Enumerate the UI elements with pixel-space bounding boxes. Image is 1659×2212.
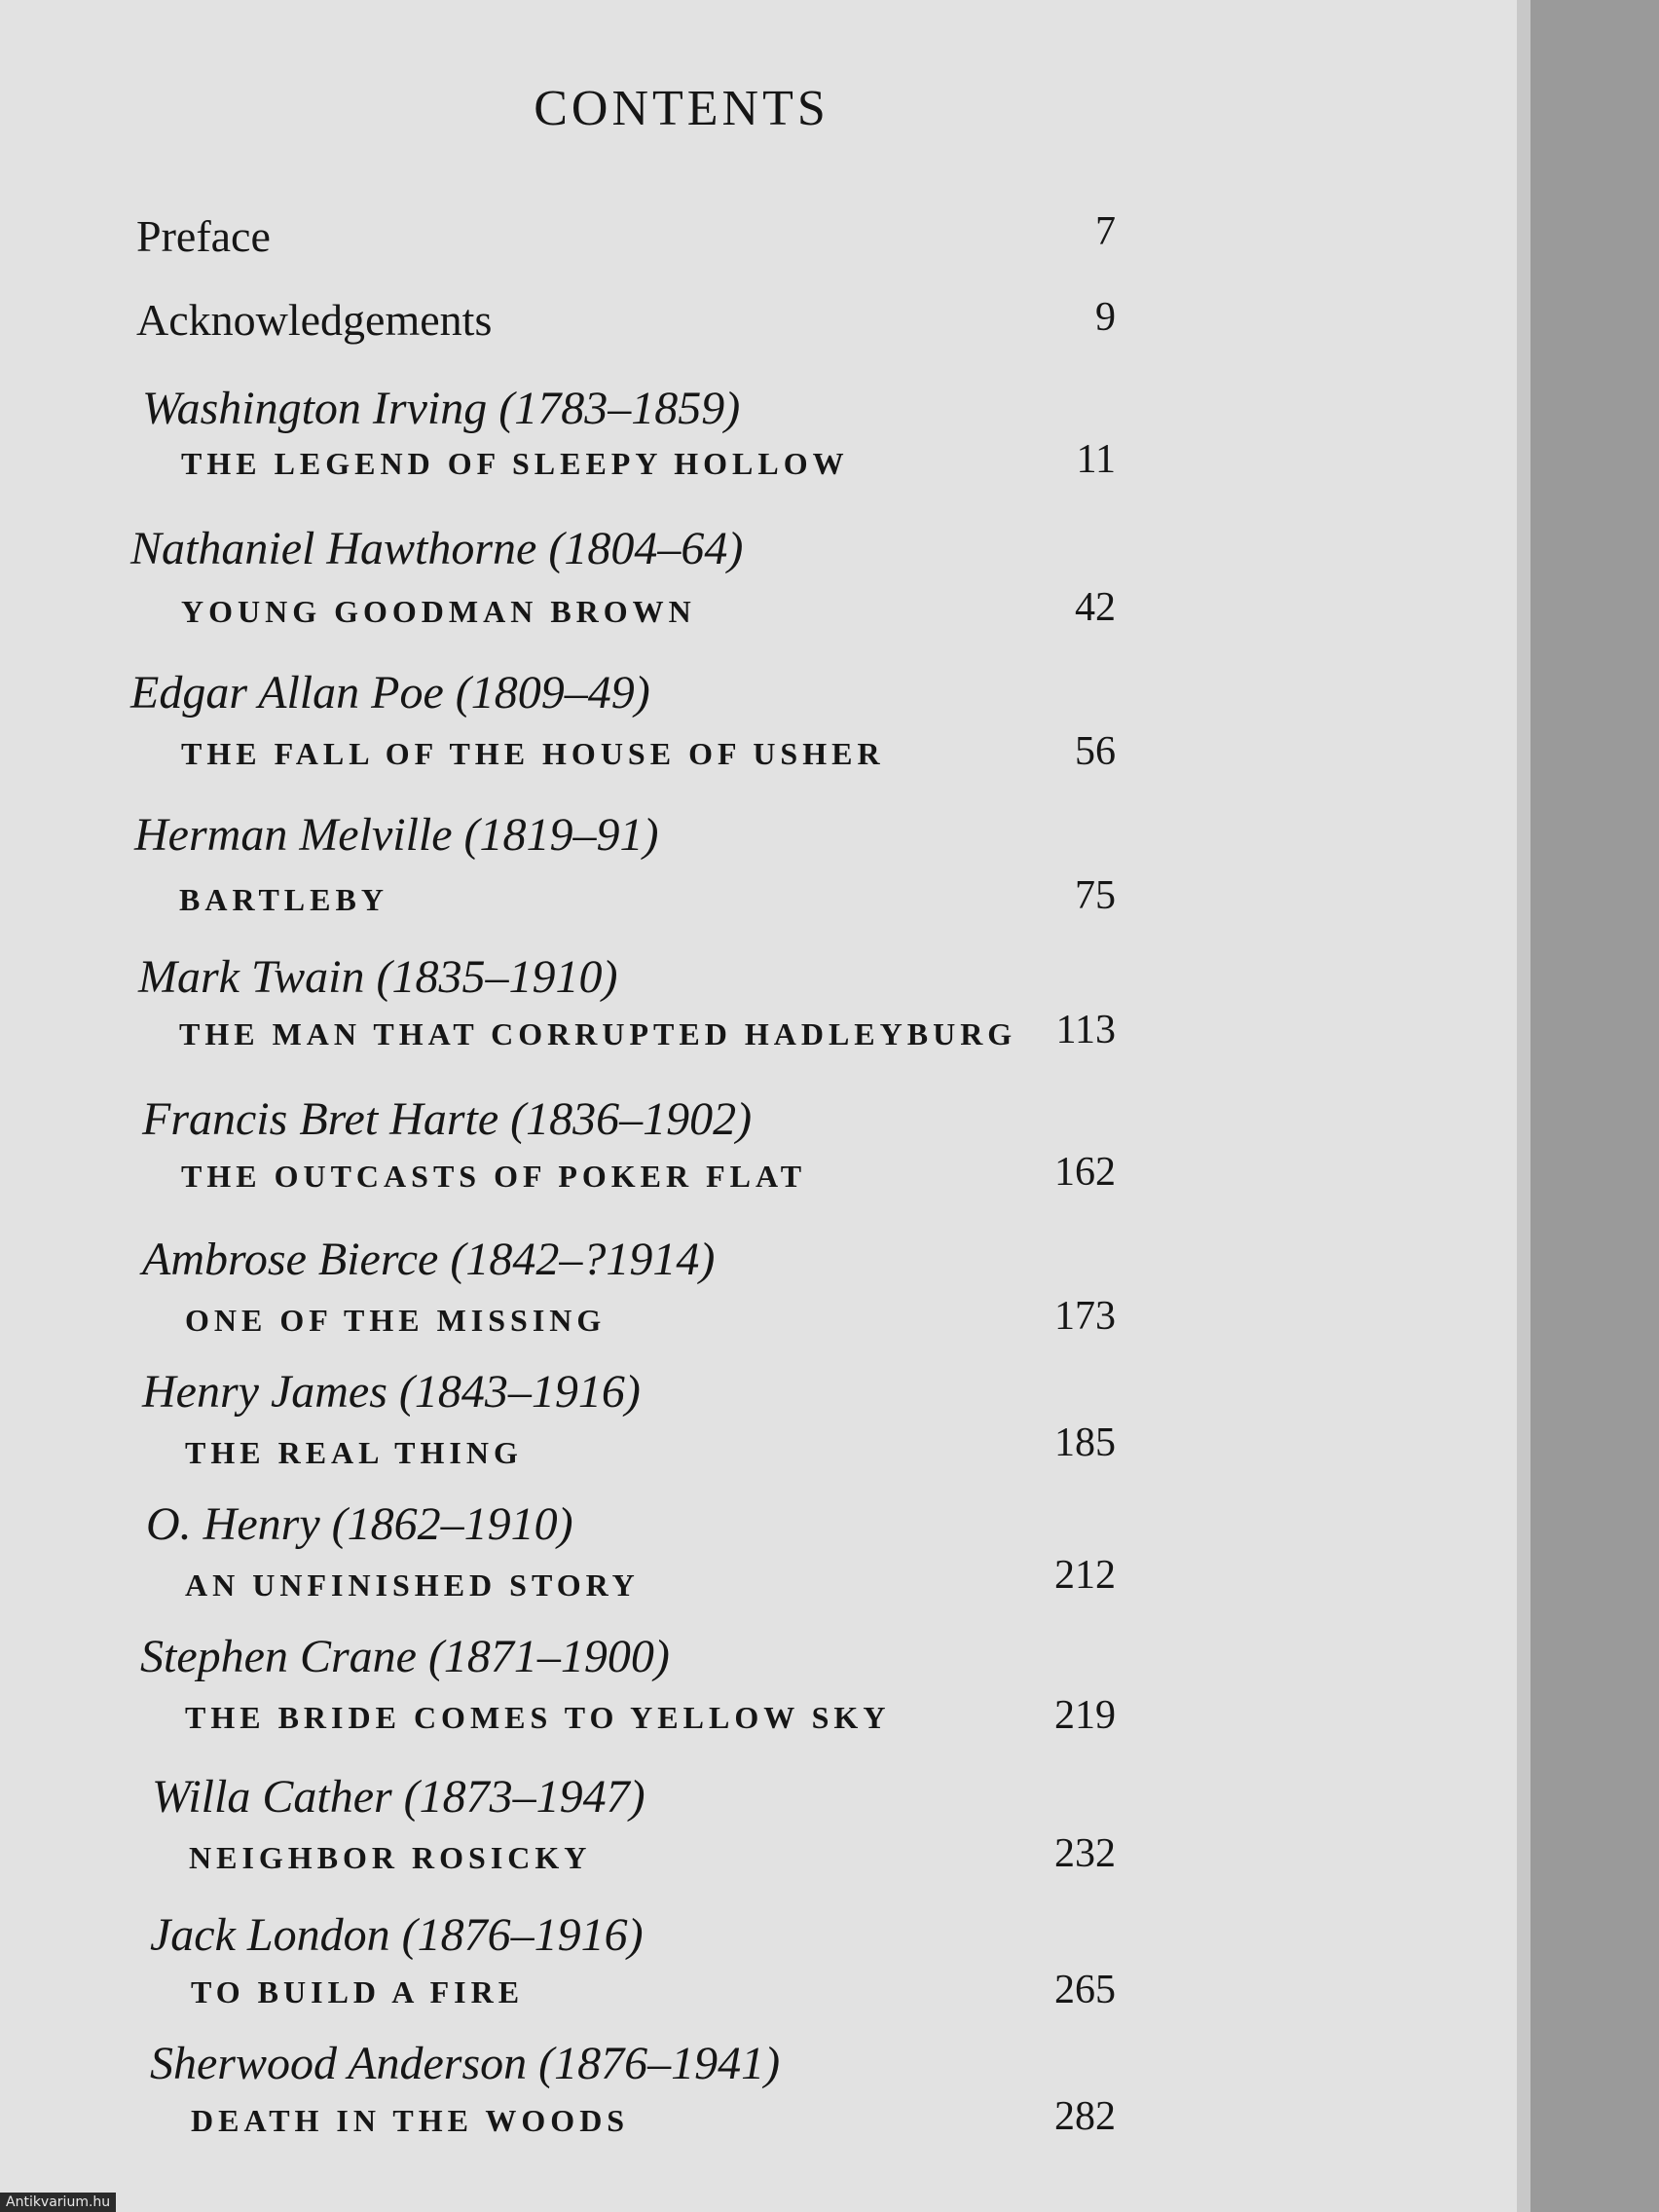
toc-story-title: AN UNFINISHED STORY (185, 1567, 640, 1603)
page-title: CONTENTS (534, 81, 830, 136)
toc-author: Nathaniel Hawthorne (1804–64) (130, 523, 744, 574)
toc-story-title: THE FALL OF THE HOUSE OF USHER (181, 736, 885, 771)
toc-page-number: 56 (1075, 729, 1116, 774)
toc-story-title: THE BRIDE COMES TO YELLOW SKY (185, 1700, 891, 1735)
toc-page-number: 173 (1054, 1294, 1116, 1339)
toc-story-title: TO BUILD A FIRE (191, 1974, 525, 2009)
toc-story-title: ONE OF THE MISSING (185, 1303, 607, 1338)
toc-page-number: 185 (1054, 1420, 1116, 1465)
toc-author: O. Henry (1862–1910) (146, 1498, 573, 1550)
watermark: Antikvarium.hu (0, 2193, 116, 2212)
toc-page-number: 219 (1054, 1693, 1116, 1738)
toc-story-title: THE LEGEND OF SLEEPY HOLLOW (181, 446, 849, 481)
toc-story-title: THE REAL THING (185, 1435, 523, 1470)
toc-page-number: 113 (1055, 1008, 1116, 1052)
front-matter-acknowledgements: Acknowledgements (136, 295, 493, 345)
toc-author: Sherwood Anderson (1876–1941) (150, 2038, 781, 2089)
toc-author: Herman Melville (1819–91) (134, 809, 659, 861)
toc-page-number: 265 (1054, 1968, 1116, 2012)
toc-page-number: 162 (1054, 1150, 1116, 1195)
toc-story-title: NEIGHBOR ROSICKY (189, 1840, 592, 1875)
toc-story-title: BARTLEBY (179, 882, 388, 917)
toc-page-number: 11 (1076, 437, 1116, 482)
toc-story-title: THE OUTCASTS OF POKER FLAT (181, 1159, 807, 1194)
toc-page-number: 232 (1054, 1831, 1116, 1876)
toc-author: Jack London (1876–1916) (150, 1909, 644, 1961)
toc-author: Ambrose Bierce (1842–?1914) (142, 1234, 716, 1285)
front-matter-preface: Preface (136, 211, 271, 261)
book-gutter-shadow (1530, 0, 1659, 2212)
toc-author: Henry James (1843–1916) (142, 1366, 641, 1418)
toc-page-number: 212 (1054, 1553, 1116, 1598)
toc-author: Francis Bret Harte (1836–1902) (142, 1093, 753, 1145)
toc-author: Edgar Allan Poe (1809–49) (130, 667, 650, 719)
toc-author: Mark Twain (1835–1910) (138, 951, 618, 1003)
front-matter-preface-page: 7 (1095, 209, 1116, 254)
toc-story-title: DEATH IN THE WOODS (191, 2103, 630, 2138)
toc-story-title: YOUNG GOODMAN BROWN (181, 594, 696, 629)
toc-author: Stephen Crane (1871–1900) (140, 1631, 670, 1682)
toc-page-number: 42 (1075, 585, 1116, 630)
toc-page-number: 282 (1054, 2094, 1116, 2139)
toc-author: Willa Cather (1873–1947) (152, 1771, 645, 1823)
toc-story-title: THE MAN THAT CORRUPTED HADLEYBURG (179, 1016, 1017, 1051)
toc-author: Washington Irving (1783–1859) (142, 383, 741, 434)
toc-page-number: 75 (1075, 873, 1116, 918)
front-matter-acknowledgements-page: 9 (1095, 295, 1116, 340)
